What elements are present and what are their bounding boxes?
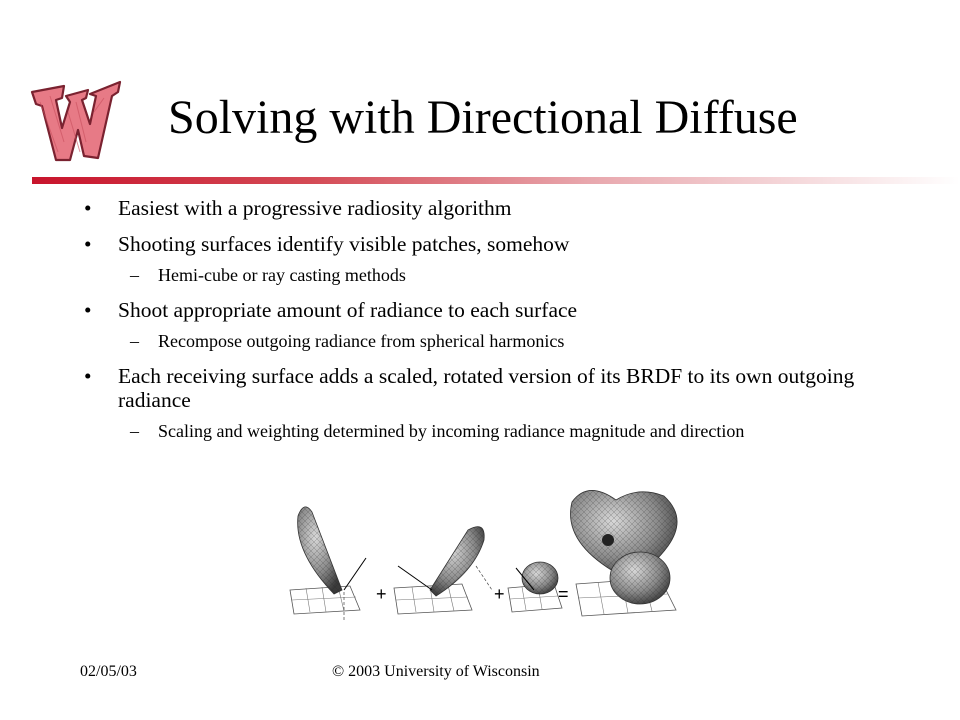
bullet-marker: •: [84, 232, 92, 256]
sub-bullet-marker: –: [130, 421, 139, 441]
bullet-item: [84, 196, 894, 220]
equals-sign: =: [558, 584, 569, 604]
bullet-list: [84, 196, 894, 442]
bullet-marker: •: [84, 364, 92, 388]
brdf-lobe-1: [290, 507, 366, 620]
bullet-item: [84, 364, 894, 412]
plus-sign-1: +: [376, 584, 387, 604]
sub-bullet-marker: –: [130, 331, 139, 351]
bullet-text: Each receiving surface adds a scaled, rotated version of its BRDF to its own outgoing radiance: [118, 364, 855, 412]
sub-bullet-item: [84, 330, 894, 352]
brdf-sum-figure: [272, 482, 690, 622]
bullet-marker: •: [84, 196, 92, 220]
bullet-item: [84, 298, 894, 322]
brdf-lobe-result: [570, 490, 677, 616]
sub-bullet-text: Hemi-cube or ray casting methods: [158, 265, 406, 285]
bullet-text: Easiest with a progressive radiosity algorithm: [118, 196, 512, 220]
footer-copyright: © 2003 University of Wisconsin: [332, 663, 540, 680]
bullet-text: Shoot appropriate amount of radiance to each surface: [118, 298, 578, 322]
bullet-marker: •: [84, 298, 92, 322]
plus-sign-2: +: [494, 584, 505, 604]
sub-bullet-item: [84, 420, 894, 442]
title-divider: [32, 177, 960, 184]
brdf-lobe-2: [394, 527, 492, 614]
sub-bullet-text: Scaling and weighting determined by incoming radiance magnitude and direction: [158, 421, 745, 441]
sub-bullet-item: [84, 264, 894, 286]
university-logo: [28, 72, 128, 168]
bullet-item: [84, 232, 894, 256]
slide-title: Solving with Directional Diffuse: [168, 91, 798, 144]
brdf-lobe-3: [508, 562, 562, 612]
bullet-text: Shooting surfaces identify visible patches, somehow: [118, 232, 570, 256]
sub-bullet-text: Recompose outgoing radiance from spherical harmonics: [158, 331, 565, 351]
footer-date: 02/05/03: [80, 663, 137, 680]
sub-bullet-marker: –: [130, 265, 139, 285]
